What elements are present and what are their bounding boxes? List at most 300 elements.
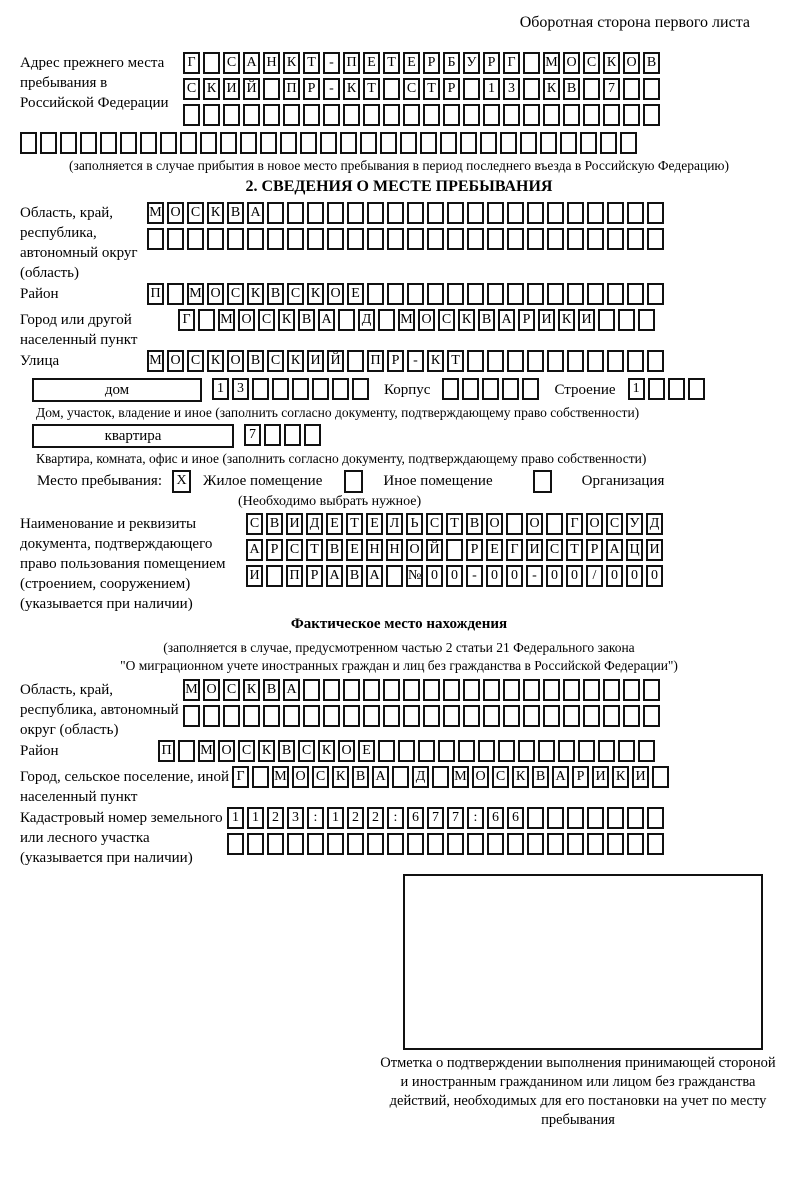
- char-box[interactable]: [383, 78, 400, 100]
- char-box[interactable]: [506, 513, 523, 535]
- char-box[interactable]: [427, 283, 444, 305]
- char-box[interactable]: С: [583, 52, 600, 74]
- char-box[interactable]: [432, 766, 449, 788]
- char-box[interactable]: [363, 104, 380, 126]
- char-box[interactable]: 0: [606, 565, 623, 587]
- char-box[interactable]: [463, 104, 480, 126]
- char-box[interactable]: К: [283, 52, 300, 74]
- char-box[interactable]: Р: [572, 766, 589, 788]
- char-box[interactable]: [643, 705, 660, 727]
- char-box[interactable]: 0: [546, 565, 563, 587]
- char-box[interactable]: [307, 202, 324, 224]
- char-box[interactable]: [383, 679, 400, 701]
- char-box[interactable]: И: [646, 539, 663, 561]
- char-box[interactable]: К: [512, 766, 529, 788]
- char-box[interactable]: М: [147, 350, 164, 372]
- char-box[interactable]: С: [187, 202, 204, 224]
- char-box[interactable]: А: [246, 539, 263, 561]
- char-box[interactable]: И: [307, 350, 324, 372]
- char-box[interactable]: Е: [403, 52, 420, 74]
- char-box[interactable]: [507, 283, 524, 305]
- char-box[interactable]: И: [246, 565, 263, 587]
- char-box[interactable]: [487, 228, 504, 250]
- char-box[interactable]: В: [298, 309, 315, 331]
- char-box[interactable]: Е: [363, 52, 380, 74]
- char-box[interactable]: [500, 132, 517, 154]
- char-box[interactable]: [567, 350, 584, 372]
- char-box[interactable]: [367, 283, 384, 305]
- char-box[interactable]: [647, 283, 664, 305]
- char-box[interactable]: [347, 350, 364, 372]
- char-box[interactable]: [483, 679, 500, 701]
- char-box[interactable]: [160, 132, 177, 154]
- char-box[interactable]: [167, 228, 184, 250]
- char-box[interactable]: [203, 104, 220, 126]
- char-box[interactable]: [307, 833, 324, 855]
- char-box[interactable]: Г: [503, 52, 520, 74]
- char-box[interactable]: В: [643, 52, 660, 74]
- char-box[interactable]: [647, 807, 664, 829]
- char-box[interactable]: [347, 833, 364, 855]
- char-box[interactable]: Ц: [626, 539, 643, 561]
- char-box[interactable]: Д: [306, 513, 323, 535]
- char-box[interactable]: [623, 705, 640, 727]
- char-box[interactable]: О: [418, 309, 435, 331]
- char-box[interactable]: Г: [178, 309, 195, 331]
- char-box[interactable]: :: [467, 807, 484, 829]
- char-box[interactable]: [527, 202, 544, 224]
- char-box[interactable]: С: [227, 283, 244, 305]
- char-box[interactable]: [367, 833, 384, 855]
- char-box[interactable]: [352, 378, 369, 400]
- char-box[interactable]: Г: [183, 52, 200, 74]
- char-box[interactable]: [507, 202, 524, 224]
- char-box[interactable]: -: [407, 350, 424, 372]
- char-box[interactable]: Р: [443, 78, 460, 100]
- char-box[interactable]: Р: [483, 52, 500, 74]
- char-box[interactable]: [423, 705, 440, 727]
- char-box[interactable]: Г: [566, 513, 583, 535]
- char-box[interactable]: [567, 228, 584, 250]
- char-box[interactable]: И: [538, 309, 555, 331]
- char-box[interactable]: Д: [412, 766, 429, 788]
- char-box[interactable]: [312, 378, 329, 400]
- char-box[interactable]: 1: [227, 807, 244, 829]
- char-box[interactable]: Г: [506, 539, 523, 561]
- char-box[interactable]: [267, 202, 284, 224]
- char-box[interactable]: [187, 228, 204, 250]
- char-box[interactable]: П: [283, 78, 300, 100]
- char-box[interactable]: 1: [628, 378, 645, 400]
- char-box[interactable]: И: [592, 766, 609, 788]
- char-box[interactable]: М: [187, 283, 204, 305]
- char-box[interactable]: [518, 740, 535, 762]
- char-box[interactable]: [400, 132, 417, 154]
- char-box[interactable]: [252, 378, 269, 400]
- char-box[interactable]: [627, 350, 644, 372]
- char-box[interactable]: [482, 378, 499, 400]
- char-box[interactable]: [303, 679, 320, 701]
- char-box[interactable]: [587, 350, 604, 372]
- char-box[interactable]: Н: [263, 52, 280, 74]
- char-box[interactable]: Р: [423, 52, 440, 74]
- char-box[interactable]: [307, 228, 324, 250]
- char-box[interactable]: П: [158, 740, 175, 762]
- char-box[interactable]: А: [606, 539, 623, 561]
- char-box[interactable]: П: [147, 283, 164, 305]
- char-box[interactable]: [398, 740, 415, 762]
- char-box[interactable]: [527, 228, 544, 250]
- char-box[interactable]: 7: [427, 807, 444, 829]
- char-box[interactable]: [567, 283, 584, 305]
- char-box[interactable]: [267, 833, 284, 855]
- char-box[interactable]: 2: [347, 807, 364, 829]
- char-box[interactable]: [247, 228, 264, 250]
- char-box[interactable]: [520, 132, 537, 154]
- char-box[interactable]: [183, 104, 200, 126]
- char-box[interactable]: С: [223, 679, 240, 701]
- char-box[interactable]: [363, 679, 380, 701]
- char-box[interactable]: В: [247, 350, 264, 372]
- char-box[interactable]: [647, 350, 664, 372]
- char-box[interactable]: А: [366, 565, 383, 587]
- char-box[interactable]: [180, 132, 197, 154]
- char-box[interactable]: 1: [483, 78, 500, 100]
- char-box[interactable]: М: [543, 52, 560, 74]
- char-box[interactable]: 0: [486, 565, 503, 587]
- char-box[interactable]: [560, 132, 577, 154]
- char-box[interactable]: В: [326, 539, 343, 561]
- char-box[interactable]: [603, 679, 620, 701]
- char-box[interactable]: [522, 378, 539, 400]
- char-box[interactable]: С: [606, 513, 623, 535]
- char-box[interactable]: О: [238, 309, 255, 331]
- char-box[interactable]: [547, 283, 564, 305]
- char-box[interactable]: [523, 104, 540, 126]
- char-box[interactable]: С: [298, 740, 315, 762]
- char-box[interactable]: [600, 132, 617, 154]
- char-box[interactable]: [503, 705, 520, 727]
- char-box[interactable]: О: [203, 679, 220, 701]
- char-box[interactable]: 6: [507, 807, 524, 829]
- char-box[interactable]: [423, 104, 440, 126]
- char-box[interactable]: [300, 132, 317, 154]
- char-box[interactable]: К: [287, 350, 304, 372]
- char-box[interactable]: [527, 350, 544, 372]
- char-box[interactable]: К: [258, 740, 275, 762]
- char-box[interactable]: 3: [287, 807, 304, 829]
- char-box[interactable]: [652, 766, 669, 788]
- char-box[interactable]: [618, 309, 635, 331]
- char-box[interactable]: С: [187, 350, 204, 372]
- char-box[interactable]: К: [207, 202, 224, 224]
- char-box[interactable]: С: [286, 539, 303, 561]
- char-box[interactable]: [178, 740, 195, 762]
- char-box[interactable]: [200, 132, 217, 154]
- char-box[interactable]: [100, 132, 117, 154]
- char-box[interactable]: Т: [346, 513, 363, 535]
- char-box[interactable]: А: [283, 679, 300, 701]
- char-box[interactable]: Й: [426, 539, 443, 561]
- char-box[interactable]: [183, 705, 200, 727]
- char-box[interactable]: [523, 705, 540, 727]
- char-box[interactable]: [443, 104, 460, 126]
- char-box[interactable]: 0: [646, 565, 663, 587]
- char-box[interactable]: С: [238, 740, 255, 762]
- char-box[interactable]: [598, 740, 615, 762]
- char-box[interactable]: О: [207, 283, 224, 305]
- char-box[interactable]: [563, 679, 580, 701]
- char-box[interactable]: [363, 705, 380, 727]
- char-box[interactable]: [538, 740, 555, 762]
- char-box[interactable]: [647, 228, 664, 250]
- char-box[interactable]: К: [458, 309, 475, 331]
- char-box[interactable]: А: [247, 202, 264, 224]
- char-box[interactable]: [587, 228, 604, 250]
- char-box[interactable]: Й: [327, 350, 344, 372]
- char-box[interactable]: [207, 228, 224, 250]
- char-box[interactable]: Т: [383, 52, 400, 74]
- char-box[interactable]: [60, 132, 77, 154]
- char-box[interactable]: У: [463, 52, 480, 74]
- char-box[interactable]: О: [623, 52, 640, 74]
- char-box[interactable]: [607, 807, 624, 829]
- char-box[interactable]: [527, 283, 544, 305]
- char-box[interactable]: В: [346, 565, 363, 587]
- char-box[interactable]: [243, 705, 260, 727]
- char-box[interactable]: [203, 52, 220, 74]
- char-box[interactable]: [343, 679, 360, 701]
- char-box[interactable]: Д: [646, 513, 663, 535]
- char-box[interactable]: В: [227, 202, 244, 224]
- char-box[interactable]: [407, 202, 424, 224]
- char-box[interactable]: [547, 350, 564, 372]
- char-box[interactable]: [578, 740, 595, 762]
- char-box[interactable]: Е: [366, 513, 383, 535]
- char-box[interactable]: [198, 309, 215, 331]
- char-box[interactable]: [447, 228, 464, 250]
- char-box[interactable]: [284, 424, 301, 446]
- char-box[interactable]: [303, 705, 320, 727]
- char-box[interactable]: [643, 679, 660, 701]
- char-box[interactable]: [607, 283, 624, 305]
- char-box[interactable]: [647, 833, 664, 855]
- char-box[interactable]: 2: [267, 807, 284, 829]
- char-box[interactable]: [287, 202, 304, 224]
- char-box[interactable]: [603, 705, 620, 727]
- char-box[interactable]: Р: [518, 309, 535, 331]
- house-type-box[interactable]: дом: [32, 378, 202, 402]
- char-box[interactable]: [563, 104, 580, 126]
- char-box[interactable]: А: [498, 309, 515, 331]
- char-box[interactable]: [567, 833, 584, 855]
- char-box[interactable]: [463, 78, 480, 100]
- char-box[interactable]: [467, 228, 484, 250]
- char-box[interactable]: Т: [363, 78, 380, 100]
- char-box[interactable]: С: [426, 513, 443, 535]
- char-box[interactable]: [620, 132, 637, 154]
- char-box[interactable]: В: [466, 513, 483, 535]
- char-box[interactable]: [407, 283, 424, 305]
- char-box[interactable]: -: [323, 78, 340, 100]
- char-box[interactable]: [440, 132, 457, 154]
- char-box[interactable]: [583, 705, 600, 727]
- char-box[interactable]: [627, 228, 644, 250]
- char-box[interactable]: Т: [447, 350, 464, 372]
- char-box[interactable]: [443, 705, 460, 727]
- char-box[interactable]: [266, 565, 283, 587]
- char-box[interactable]: [487, 350, 504, 372]
- char-box[interactable]: [480, 132, 497, 154]
- char-box[interactable]: [543, 679, 560, 701]
- char-box[interactable]: [463, 705, 480, 727]
- char-box[interactable]: [243, 104, 260, 126]
- char-box[interactable]: [223, 705, 240, 727]
- char-box[interactable]: Й: [243, 78, 260, 100]
- char-box[interactable]: [323, 104, 340, 126]
- char-box[interactable]: [403, 679, 420, 701]
- char-box[interactable]: П: [343, 52, 360, 74]
- char-box[interactable]: [420, 132, 437, 154]
- char-box[interactable]: [247, 833, 264, 855]
- char-box[interactable]: К: [558, 309, 575, 331]
- char-box[interactable]: О: [327, 283, 344, 305]
- char-box[interactable]: [343, 104, 360, 126]
- char-box[interactable]: [304, 424, 321, 446]
- char-box[interactable]: М: [147, 202, 164, 224]
- char-box[interactable]: [527, 807, 544, 829]
- char-box[interactable]: [507, 228, 524, 250]
- char-box[interactable]: [378, 309, 395, 331]
- char-box[interactable]: У: [626, 513, 643, 535]
- char-box[interactable]: [283, 705, 300, 727]
- char-box[interactable]: [447, 202, 464, 224]
- char-box[interactable]: М: [452, 766, 469, 788]
- char-box[interactable]: 0: [426, 565, 443, 587]
- char-box[interactable]: [583, 104, 600, 126]
- char-box[interactable]: С: [312, 766, 329, 788]
- char-box[interactable]: [347, 228, 364, 250]
- char-box[interactable]: [587, 807, 604, 829]
- char-box[interactable]: [323, 705, 340, 727]
- char-box[interactable]: О: [406, 539, 423, 561]
- char-box[interactable]: 2: [367, 807, 384, 829]
- char-box[interactable]: П: [286, 565, 303, 587]
- char-box[interactable]: [627, 283, 644, 305]
- char-box[interactable]: [507, 833, 524, 855]
- char-box[interactable]: [147, 228, 164, 250]
- char-box[interactable]: О: [227, 350, 244, 372]
- char-box[interactable]: [264, 424, 281, 446]
- char-box[interactable]: [638, 740, 655, 762]
- char-box[interactable]: [447, 833, 464, 855]
- char-box[interactable]: [378, 740, 395, 762]
- organization-checkbox[interactable]: [533, 470, 552, 493]
- char-box[interactable]: О: [167, 350, 184, 372]
- char-box[interactable]: [386, 565, 403, 587]
- char-box[interactable]: К: [207, 350, 224, 372]
- char-box[interactable]: [567, 807, 584, 829]
- char-box[interactable]: [460, 132, 477, 154]
- char-box[interactable]: [580, 132, 597, 154]
- char-box[interactable]: [427, 202, 444, 224]
- char-box[interactable]: [387, 283, 404, 305]
- char-box[interactable]: 7: [244, 424, 261, 446]
- char-box[interactable]: [383, 104, 400, 126]
- char-box[interactable]: [498, 740, 515, 762]
- char-box[interactable]: [503, 679, 520, 701]
- char-box[interactable]: [438, 740, 455, 762]
- char-box[interactable]: [546, 513, 563, 535]
- char-box[interactable]: К: [243, 679, 260, 701]
- char-box[interactable]: [467, 202, 484, 224]
- char-box[interactable]: [220, 132, 237, 154]
- char-box[interactable]: [392, 766, 409, 788]
- char-box[interactable]: К: [278, 309, 295, 331]
- char-box[interactable]: В: [263, 679, 280, 701]
- char-box[interactable]: [327, 202, 344, 224]
- char-box[interactable]: [140, 132, 157, 154]
- char-box[interactable]: Д: [358, 309, 375, 331]
- char-box[interactable]: С: [183, 78, 200, 100]
- char-box[interactable]: М: [398, 309, 415, 331]
- char-box[interactable]: [260, 132, 277, 154]
- char-box[interactable]: С: [246, 513, 263, 535]
- char-box[interactable]: [418, 740, 435, 762]
- char-box[interactable]: 6: [407, 807, 424, 829]
- char-box[interactable]: №: [406, 565, 423, 587]
- char-box[interactable]: С: [438, 309, 455, 331]
- residential-checkbox[interactable]: X: [172, 470, 191, 493]
- char-box[interactable]: М: [183, 679, 200, 701]
- char-box[interactable]: О: [338, 740, 355, 762]
- char-box[interactable]: С: [287, 283, 304, 305]
- char-box[interactable]: [80, 132, 97, 154]
- char-box[interactable]: К: [603, 52, 620, 74]
- char-box[interactable]: 1: [247, 807, 264, 829]
- char-box[interactable]: [540, 132, 557, 154]
- char-box[interactable]: [303, 104, 320, 126]
- char-box[interactable]: [338, 309, 355, 331]
- char-box[interactable]: 0: [446, 565, 463, 587]
- char-box[interactable]: [447, 283, 464, 305]
- char-box[interactable]: [607, 202, 624, 224]
- char-box[interactable]: [263, 78, 280, 100]
- char-box[interactable]: [383, 705, 400, 727]
- char-box[interactable]: О: [218, 740, 235, 762]
- char-box[interactable]: С: [223, 52, 240, 74]
- char-box[interactable]: 3: [232, 378, 249, 400]
- char-box[interactable]: [263, 705, 280, 727]
- char-box[interactable]: И: [526, 539, 543, 561]
- char-box[interactable]: [446, 539, 463, 561]
- char-box[interactable]: /: [586, 565, 603, 587]
- char-box[interactable]: [403, 705, 420, 727]
- char-box[interactable]: [507, 350, 524, 372]
- char-box[interactable]: Е: [346, 539, 363, 561]
- char-box[interactable]: Н: [386, 539, 403, 561]
- char-box[interactable]: [167, 283, 184, 305]
- char-box[interactable]: К: [203, 78, 220, 100]
- char-box[interactable]: [252, 766, 269, 788]
- char-box[interactable]: [467, 833, 484, 855]
- char-box[interactable]: Р: [266, 539, 283, 561]
- char-box[interactable]: [287, 228, 304, 250]
- char-box[interactable]: [423, 679, 440, 701]
- char-box[interactable]: [543, 104, 560, 126]
- char-box[interactable]: К: [307, 283, 324, 305]
- char-box[interactable]: [523, 52, 540, 74]
